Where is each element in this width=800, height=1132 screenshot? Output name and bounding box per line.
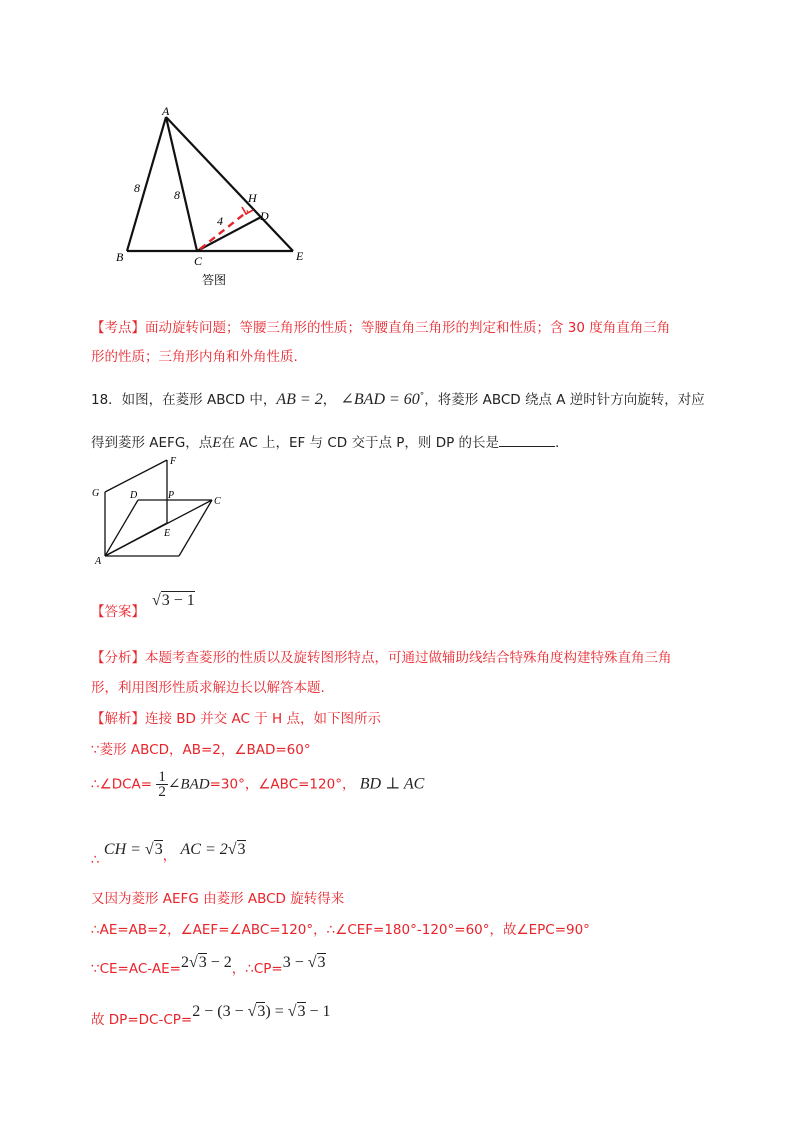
ce-tail: − 2 <box>206 954 232 971</box>
fenxi-line2: 形，利用图形性质求解边长以解答本题. <box>91 680 325 696</box>
q18-sep: ， <box>322 392 337 408</box>
kaodian-text1: 面动旋转问题；等腰三角形的性质；等腰直角三角形的判定和性质；含 30 度角直角三角 <box>145 320 671 336</box>
figure-2 <box>88 452 228 570</box>
ac-eq: AC = 2 <box>180 841 228 858</box>
kaodian-line1 <box>91 316 670 336</box>
segment-ae <box>166 117 293 251</box>
dp-tail: − 1 <box>305 1003 331 1020</box>
jiexi-text: 连接 BD 并交 AC 于 H 点，如下图所示 <box>145 711 381 727</box>
fenxi-line1 <box>91 646 672 666</box>
segment-cd <box>197 217 261 251</box>
answer-blank <box>499 434 555 447</box>
segment-ac <box>166 117 197 251</box>
jiexi-tag: 【解析】 <box>91 711 145 727</box>
kaodian-line2: 形的性质；三角形内角和外角性质. <box>91 349 298 365</box>
step-4: 又因为菱形 AEFG 由菱形 ABCD 旋转得来 <box>91 891 345 907</box>
step-3: ∴ CH = √3， AC = 2√3 <box>91 841 246 868</box>
answer-line <box>91 600 145 620</box>
point-d: D <box>260 209 269 223</box>
point-e: E <box>296 249 304 263</box>
dp-root1: 3 <box>257 1003 266 1020</box>
dashed-ch <box>200 211 248 249</box>
step-1: ∵菱形 ABCD，AB=2，∠BAD=60° <box>91 742 311 758</box>
dp-mid: ) = <box>265 1003 288 1020</box>
q18-degree: ° <box>419 391 425 402</box>
ce-root: 3 <box>198 954 207 971</box>
label-ab: 8 <box>134 181 140 195</box>
q18-line2b: 在 AC 上，EF 与 CD 交于点 P，则 DP 的长是 <box>221 435 500 451</box>
q18-angle-eq: ∠BAD = 60 <box>340 391 420 408</box>
bd-perp-ac: BD ⊥ AC <box>359 775 425 793</box>
step-6a: ∵CE=AC-AE= <box>91 961 181 977</box>
q18-ab-eq: AB = 2 <box>276 391 323 408</box>
step-2b: =30°，∠ABC=120°， <box>209 776 356 793</box>
step-2 <box>91 770 424 799</box>
q18-period: . <box>555 435 560 451</box>
step-3a: ∴ <box>91 852 100 868</box>
fraction-num: 1 <box>158 769 166 785</box>
fenxi-text1: 本题考查菱形的性质以及旋转图形特点，可通过做辅助线结合特殊角度构建特殊直角三角 <box>145 650 672 666</box>
point-e: E <box>164 528 171 539</box>
dp-root2: 3 <box>297 1003 306 1020</box>
answer-expression: 3 − 1 <box>161 592 195 609</box>
step-2a: ∴∠DCA= <box>91 776 153 793</box>
answer-value: √3 − 1 <box>152 592 195 609</box>
point-c: C <box>194 254 203 268</box>
ch-root: 3 <box>154 841 163 858</box>
cp-head: 3 − <box>282 954 308 971</box>
angle-bad: ∠BAD <box>167 776 210 793</box>
edge-gf <box>105 460 167 492</box>
point-b: B <box>116 250 124 264</box>
figure-1 <box>110 100 330 290</box>
ch-eq: CH = <box>103 841 145 858</box>
step-3d: ， <box>162 848 177 864</box>
q18-line2a: 得到菱形 AEFG，点 <box>91 435 213 451</box>
point-a: A <box>162 104 170 118</box>
question-18-line2 <box>91 431 559 452</box>
q18-number: 18．如图，在菱形 ABCD 中， <box>91 392 277 408</box>
point-p: P <box>168 490 175 501</box>
step-6: ∵CE=AC-AE=2√3 − 2，∴CP=3 − √3 <box>91 954 326 977</box>
step-7a: 故 DP=DC-CP= <box>91 1012 193 1028</box>
point-f: F <box>170 456 177 467</box>
question-18-line1 <box>91 388 705 409</box>
step-6e: ，∴CP= <box>231 961 283 977</box>
label-cd: 4 <box>217 214 223 228</box>
answer-tag: 【答案】 <box>91 604 145 620</box>
figure-caption: 答图 <box>202 273 227 287</box>
ce-coef: 2 <box>180 954 189 971</box>
point-c: C <box>214 496 221 507</box>
q18-point-e: E <box>212 435 222 451</box>
step-7: 故 DP=DC-CP=2 − (3 − √3) = √3 − 1 <box>91 1003 331 1028</box>
q18-tail1: ，将菱形 ABCD 绕点 A 逆时针方向旋转，对应 <box>424 392 705 408</box>
kaodian-tag: 【考点】 <box>91 320 145 336</box>
cp-root: 3 <box>317 954 326 971</box>
step-5: ∴AE=AB=2，∠AEF=∠ABC=120°，∴∠CEF=180°-120°=60°，故∠EPC=90° <box>91 922 590 938</box>
point-a: A <box>95 556 102 567</box>
segment-ab <box>127 117 166 251</box>
point-h: H <box>248 191 257 205</box>
ac-root: 3 <box>237 841 246 858</box>
dp-head: 2 − (3 − <box>192 1003 248 1020</box>
jiexi-line <box>91 707 381 727</box>
point-g: G <box>92 488 100 499</box>
fraction-half <box>156 770 168 799</box>
label-ac: 8 <box>174 188 180 202</box>
fraction-den: 2 <box>158 784 166 800</box>
point-d: D <box>130 490 138 501</box>
fenxi-tag: 【分析】 <box>91 650 145 666</box>
